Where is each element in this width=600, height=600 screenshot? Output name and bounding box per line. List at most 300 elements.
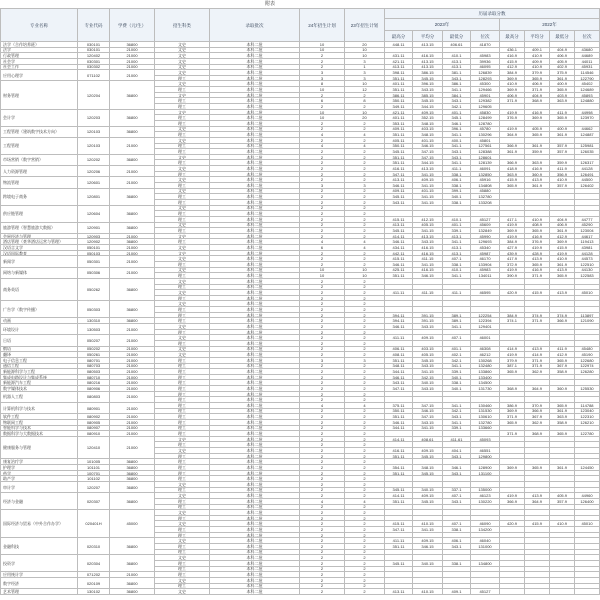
- plan-2023-cell: 20: [345, 42, 385, 48]
- score-2023-min-cell: 338.1: [443, 527, 471, 533]
- header-major: 专业名称: [0, 8, 78, 42]
- plan-2023-cell: 2: [345, 172, 385, 178]
- admission-batch-cell: 本科二批: [210, 561, 300, 567]
- score-2023-max-cell: 401.11: [385, 115, 413, 121]
- rank-2022-cell: 122680: [575, 358, 600, 364]
- score-2022-avg-cell: 368.9: [525, 98, 550, 104]
- score-2022-max-cell: 369.9: [500, 87, 525, 93]
- major-name: 社会学: [0, 59, 78, 65]
- plan-2024-cell: 2: [300, 121, 345, 127]
- rank-2023-cell: 46091: [471, 166, 500, 172]
- score-2022-max-cell: 419.9: [500, 352, 525, 358]
- plan-2024-cell: 2: [300, 251, 345, 257]
- score-2022-max-cell: 439.9: [500, 251, 525, 257]
- plan-2023-cell: 2: [345, 127, 385, 133]
- score-2023-avg-cell: 346.15: [413, 144, 443, 150]
- plan-2023-cell: 2: [345, 200, 385, 206]
- major-code: 050301: [78, 256, 110, 267]
- score-2023-avg-cell: 403.15: [413, 127, 443, 133]
- score-2023-avg-cell: 345.15: [413, 454, 443, 460]
- score-2022-min-cell: 363.9: [550, 98, 575, 104]
- header-2023-max: 最高分: [385, 31, 413, 42]
- score-2022-min-cell: 357.9: [550, 149, 575, 155]
- admission-batch-cell: 本科二批: [210, 578, 300, 584]
- admission-batch-cell: 本科二批: [210, 538, 300, 544]
- score-2023-avg-cell: 347.15: [413, 403, 443, 409]
- score-2023-min-cell: 406.1: [443, 538, 471, 544]
- rank-2023-cell: 129401: [471, 324, 500, 330]
- plan-2024-cell: 2: [300, 414, 345, 420]
- score-2022-min-cell: 412.9: [550, 352, 575, 358]
- rank-2023-cell: 130460: [471, 403, 500, 409]
- tuition-fee: 36800: [110, 81, 155, 109]
- score-2023-avg-cell: 340.15: [413, 488, 443, 494]
- rank-2022-cell: 44777: [575, 217, 600, 223]
- admission-batch-cell: 本科二批: [210, 397, 300, 403]
- admission-batch-cell: 本科二批: [210, 392, 300, 398]
- score-2023-avg-cell: 391.15: [413, 318, 443, 324]
- major-name: 国际经济与贸易（中外合作办学）: [0, 510, 78, 538]
- score-2022-max-cell: 410.9: [500, 81, 525, 87]
- rank-2023-cell: 45983: [471, 53, 500, 59]
- admission-batch-cell: 本科二批: [210, 296, 300, 302]
- major-name: 护理学: [0, 465, 78, 471]
- score-2022-min-cell: 365.9: [550, 358, 575, 364]
- rank-2023-cell: 132780: [471, 194, 500, 200]
- plan-2024-cell: 2: [300, 234, 345, 240]
- tuition-fee: 21000: [110, 324, 155, 335]
- score-2023-min-cell: 346.1: [443, 121, 471, 127]
- tuition-fee: 21000: [110, 403, 155, 414]
- score-2023-min-cell: 339.1: [443, 426, 471, 432]
- track-cell: 理工: [155, 567, 210, 573]
- score-2022-avg-cell: 371.9: [525, 358, 550, 364]
- rank-2023-cell: 45990: [471, 234, 500, 240]
- admission-batch-cell: 本科二批: [210, 166, 300, 172]
- tuition-fee: 21000: [110, 572, 155, 578]
- plan-2023-cell: 2: [345, 578, 385, 584]
- tuition-fee: 21000: [110, 420, 155, 426]
- plan-2023-cell: 2: [345, 177, 385, 183]
- major-name: 助产学: [0, 476, 78, 482]
- major-name: 跨境电子商务: [0, 189, 78, 206]
- admission-batch-cell: 本科二批: [210, 369, 300, 375]
- score-2023-min-cell: 338.1: [443, 561, 471, 567]
- admission-batch-cell: 本科二批: [210, 324, 300, 330]
- plan-2023-cell: 2: [345, 375, 385, 381]
- major-code: 020310: [78, 538, 110, 555]
- rank-2022-cell: 44128: [575, 251, 600, 257]
- admission-batch-cell: 本科二批: [210, 211, 300, 217]
- plan-2024-cell: 4: [300, 499, 345, 505]
- score-2023-max-cell: 344.11: [385, 369, 413, 375]
- major-name: 汉语国际教育: [0, 251, 78, 257]
- rank-2022-cell: 44960: [575, 493, 600, 499]
- major-name: 新能源汽车工程: [0, 380, 78, 386]
- major-name: 人力资源管理: [0, 166, 78, 177]
- plan-2024-cell: 2: [300, 307, 345, 313]
- major-code: 050207: [78, 335, 110, 346]
- score-2022-avg-cell: 359.9: [525, 149, 550, 155]
- plan-2024-cell: 6: [300, 98, 345, 104]
- admission-batch-cell: 本科二批: [210, 386, 300, 392]
- major-code: 120901: [78, 223, 110, 234]
- plan-2024-cell: 2: [300, 211, 345, 217]
- rank-2023-cell: 45780: [471, 127, 500, 133]
- rank-2022-cell: 122510: [575, 262, 600, 268]
- plan-2024-cell: 4: [300, 144, 345, 150]
- score-2023-max-cell: 346.11: [385, 262, 413, 268]
- score-2022-max-cell: 371.9: [500, 431, 525, 437]
- track-cell: 理工: [155, 584, 210, 590]
- score-2022-min-cell: 403.9: [550, 93, 575, 99]
- major-code: 071202: [78, 572, 110, 578]
- plan-2024-cell: 4: [300, 132, 345, 138]
- plan-2024-cell: 2: [300, 448, 345, 454]
- plan-2023-cell: 10: [345, 48, 385, 54]
- score-2023-min-cell: 338.1: [443, 380, 471, 386]
- plan-2023-cell: 3: [345, 183, 385, 189]
- plan-2024-cell: 6: [300, 245, 345, 251]
- track-cell: 文史: [155, 555, 210, 561]
- score-2023-avg-cell: 341.15: [413, 228, 443, 234]
- score-2022-max-cell: 387.1: [500, 364, 525, 370]
- plan-2024-cell: 2: [300, 454, 345, 460]
- track-cell: 理工: [155, 375, 210, 381]
- rank-2022-cell: 122974: [575, 364, 600, 370]
- track-cell: 理工: [155, 239, 210, 245]
- admission-batch-cell: 本科二批: [210, 228, 300, 234]
- rank-2022-cell: 44573: [575, 256, 600, 262]
- rank-2023-cell: 133860: [471, 369, 500, 375]
- track-cell: 理工: [155, 465, 210, 471]
- plan-2024-cell: 2: [300, 65, 345, 71]
- tuition-fee: 21000: [110, 166, 155, 177]
- rank-2023-cell: 134800: [471, 561, 500, 567]
- track-cell: 理工: [155, 144, 210, 150]
- plan-2024-cell: 2: [300, 364, 345, 370]
- score-2023-max-cell: 350.11: [385, 144, 413, 150]
- plan-2024-cell: 2: [300, 296, 345, 302]
- score-2023-min-cell: 341.1: [443, 420, 471, 426]
- score-2023-max-cell: 347.11: [385, 172, 413, 178]
- score-2022-avg-cell: 371.9: [525, 318, 550, 324]
- major-name: 法学（合作培养班）: [0, 42, 78, 48]
- plan-2023-cell: 2: [345, 217, 385, 223]
- tuition-fee: 36800: [110, 538, 155, 555]
- rank-2023-cell: 130220: [471, 499, 500, 505]
- admission-batch-cell: 本科二批: [210, 172, 300, 178]
- major-code: 030302: [78, 65, 110, 71]
- score-2022-max-cell: 366.9: [500, 144, 525, 150]
- plan-2023-cell: 2: [345, 290, 385, 296]
- score-2023-max-cell: 351.11: [385, 273, 413, 279]
- plan-2024-cell: 2: [300, 442, 345, 448]
- score-2022-avg-cell: 371.9: [525, 87, 550, 93]
- plan-2024-cell: 2: [300, 493, 345, 499]
- plan-2024-cell: 2: [300, 335, 345, 341]
- major-code: 080503: [78, 369, 110, 375]
- score-2023-max-cell: 411.11: [385, 290, 413, 296]
- plan-2023-cell: 2: [345, 589, 385, 595]
- track-cell: 理工: [155, 149, 210, 155]
- track-cell: 理工: [155, 364, 210, 370]
- tuition-fee: 36800: [110, 127, 155, 138]
- plan-2024-cell: 2: [300, 459, 345, 465]
- admission-batch-cell: 本科二批: [210, 234, 300, 240]
- score-2023-avg-cell: 341.15: [413, 262, 443, 268]
- tuition-fee: 36800: [110, 318, 155, 324]
- plan-2024-cell: 2: [300, 488, 345, 494]
- track-cell: 文史: [155, 347, 210, 353]
- score-2022-avg-cell: 371.9: [525, 273, 550, 279]
- track-cell: 文史: [155, 352, 210, 358]
- score-2022-avg-cell: 365.9: [525, 465, 550, 471]
- plan-2024-cell: 2: [300, 426, 345, 432]
- score-2022-avg-cell: 362.9: [525, 420, 550, 426]
- major-name: 工程管理（建筑数字技术方向）: [0, 127, 78, 138]
- tuition-fee: 36800: [110, 239, 155, 245]
- admission-batch-cell: 本科二批: [210, 160, 300, 166]
- plan-2023-cell: 2: [345, 555, 385, 561]
- score-2022-max-cell: 363.9: [500, 172, 525, 178]
- header-batch: 录取批次: [210, 8, 300, 42]
- score-2023-max-cell: 343.11: [385, 200, 413, 206]
- major-code: 100701: [78, 471, 110, 477]
- score-2022-avg-cell: 361.9: [525, 144, 550, 150]
- rank-2023-cell: 45127: [471, 217, 500, 223]
- rank-2022-cell: 45893: [575, 93, 600, 99]
- score-2022-min-cell: 367.9: [550, 364, 575, 370]
- score-2023-avg-cell: 343.15: [413, 364, 443, 370]
- score-2022-min-cell: 357.9: [550, 183, 575, 189]
- score-2022-min-cell: 374.9: [550, 313, 575, 319]
- score-2022-avg-cell: 364.9: [525, 386, 550, 392]
- score-2022-min-cell: 361.9: [550, 465, 575, 471]
- score-2023-avg-cell: 401.15: [413, 138, 443, 144]
- score-2023-min-cell: 400.1: [443, 138, 471, 144]
- plan-2024-cell: 2: [300, 476, 345, 482]
- rank-2023-cell: 122394: [471, 318, 500, 324]
- tuition-fee: 36800: [110, 279, 155, 302]
- major-code: 101102: [78, 476, 110, 482]
- score-2023-min-cell: 341.1: [443, 132, 471, 138]
- plan-2023-cell: 2: [345, 228, 385, 234]
- track-cell: 文史: [155, 290, 210, 296]
- score-2022-max-cell: 419.9: [500, 127, 525, 133]
- plan-2023-cell: 2: [345, 380, 385, 386]
- track-cell: 文史: [155, 189, 210, 195]
- score-2023-max-cell: 351.11: [385, 544, 413, 550]
- score-2023-max-cell: 415.11: [385, 256, 413, 262]
- plan-2024-cell: 2: [300, 256, 345, 262]
- plan-2023-cell: 2: [345, 194, 385, 200]
- admission-batch-cell: 本科二批: [210, 550, 300, 556]
- score-2023-max-cell: 416.11: [385, 166, 413, 172]
- plan-2024-cell: 2: [300, 155, 345, 161]
- score-2022-max-cell: 412.9: [500, 65, 525, 71]
- plan-2024-cell: 2: [300, 189, 345, 195]
- score-2023-avg-cell: 341.15: [413, 194, 443, 200]
- score-2022-avg-cell: 365.9: [525, 76, 550, 82]
- plan-2023-cell: 10: [345, 53, 385, 59]
- plan-2024-cell: 10: [300, 42, 345, 48]
- admission-batch-cell: 本科二批: [210, 48, 300, 54]
- rank-2023-cell: 45983: [471, 268, 500, 274]
- score-2022-min-cell: 358.9: [550, 369, 575, 375]
- plan-2024-cell: 2: [300, 228, 345, 234]
- rank-2023-cell: 45987: [471, 251, 500, 257]
- score-2023-max-cell: 394.11: [385, 313, 413, 319]
- admission-batch-cell: 本科二批: [210, 567, 300, 573]
- score-2023-min-cell: 413.1: [443, 234, 471, 240]
- score-2022-avg-cell: 416.9: [525, 110, 550, 116]
- header-fee: 学费（元/生）: [110, 8, 155, 42]
- plan-2023-cell: 3: [345, 59, 385, 65]
- score-2023-min-cell: 406.61: [443, 42, 471, 48]
- score-2022-max-cell: 361.9: [500, 149, 525, 155]
- score-2022-min-cell: 405.9: [550, 493, 575, 499]
- admission-batch-cell: 本科二批: [210, 76, 300, 82]
- plan-2024-cell: 2: [300, 206, 345, 212]
- score-2023-avg-cell: 410.15: [413, 589, 443, 595]
- rank-2023-cell: 130268: [471, 358, 500, 364]
- admission-batch-cell: 本科二批: [210, 115, 300, 121]
- score-2023-max-cell: 442.11: [385, 251, 413, 257]
- score-2023-max-cell: 421.11: [385, 110, 413, 116]
- admission-batch-cell: 本科二批: [210, 42, 300, 48]
- score-2022-avg-cell: 404.9: [525, 93, 550, 99]
- plan-2023-cell: 2: [345, 442, 385, 448]
- plan-2024-cell: 3: [300, 358, 345, 364]
- rank-2022-cell: 45010: [575, 521, 600, 527]
- plan-2024-cell: 2: [300, 471, 345, 477]
- rank-2023-cell: 128900: [471, 465, 500, 471]
- score-2023-min-cell: 340.1: [443, 375, 471, 381]
- score-2023-min-cell: 401.1: [443, 223, 471, 229]
- score-2022-min-cell: 410.9: [550, 256, 575, 262]
- score-2023-min-cell: 407.1: [443, 335, 471, 341]
- major-name: 广告学（数字传播）: [0, 301, 78, 318]
- admission-batch-cell: 本科二批: [210, 471, 300, 477]
- plan-2024-cell: 4: [300, 239, 345, 245]
- rank-2023-cell: 128139: [471, 160, 500, 166]
- score-2023-max-cell: 415.11: [385, 521, 413, 527]
- score-2022-avg-cell: 364.9: [525, 499, 550, 505]
- admission-batch-cell: 本科二批: [210, 403, 300, 409]
- score-2022-min-cell: 406.9: [550, 53, 575, 59]
- admission-batch-cell: 本科二批: [210, 476, 300, 482]
- rank-2023-cell: 128388: [471, 149, 500, 155]
- major-name: 计算机科学与技术: [0, 403, 78, 414]
- score-2023-avg-cell: 343.15: [413, 386, 443, 392]
- major-code: 120801: [78, 189, 110, 206]
- plan-2023-cell: 2: [345, 505, 385, 511]
- score-2022-max-cell: 366.9: [500, 499, 525, 505]
- score-2023-min-cell: 343.1: [443, 454, 471, 460]
- score-2022-min-cell: 356.9: [550, 172, 575, 178]
- rank-2022-cell: 114788: [575, 403, 600, 409]
- rank-2022-cell: 44011: [575, 59, 600, 65]
- admission-batch-cell: 本科二批: [210, 555, 300, 561]
- major-code: 050303: [78, 301, 110, 318]
- rank-2023-cell: 45801: [471, 138, 500, 144]
- header-scores: 历届录取分数: [385, 8, 600, 19]
- score-2023-min-cell: 386.1: [443, 81, 471, 87]
- score-2023-avg-cell: 345.15: [413, 499, 443, 505]
- major-name: 通信工程: [0, 364, 78, 370]
- plan-2024-cell: 2: [300, 341, 345, 347]
- track-cell: 理工: [155, 409, 210, 415]
- plan-2023-cell: 2: [345, 397, 385, 403]
- major-code: 020109: [78, 578, 110, 589]
- score-2023-min-cell: 343.1: [443, 155, 471, 161]
- track-cell: 理工: [155, 459, 210, 465]
- header-plan-2024: 24年招生计划: [300, 8, 345, 42]
- score-2022-min-cell: 361.9: [550, 262, 575, 268]
- plan-2023-cell: 2: [345, 516, 385, 522]
- track-cell: 理工: [155, 296, 210, 302]
- score-2023-min-cell: 413.1: [443, 65, 471, 71]
- plan-2024-cell: 2: [300, 369, 345, 375]
- plan-2024-cell: 2: [300, 160, 345, 166]
- plan-2024-cell: 2: [300, 127, 345, 133]
- tuition-fee: 21000: [110, 59, 155, 65]
- score-2023-max-cell: 345.11: [385, 194, 413, 200]
- score-2023-max-cell: 346.11: [385, 183, 413, 189]
- header-2022-min: 最低分: [550, 31, 575, 42]
- score-2023-min-cell: 343.1: [443, 98, 471, 104]
- major-name: 健康服务与管理: [0, 437, 78, 460]
- rank-2022-cell: [575, 589, 600, 595]
- plan-2023-cell: 2: [345, 386, 385, 392]
- score-2023-avg-cell: 410.15: [413, 521, 443, 527]
- plan-2024-cell: 2: [300, 223, 345, 229]
- tuition-fee: 36800: [110, 206, 155, 223]
- header-track: 招生科类: [155, 8, 210, 42]
- tuition-fee: 36800: [110, 589, 155, 595]
- admission-batch-cell: 本科二批: [210, 414, 300, 420]
- plan-2024-cell: 2: [300, 59, 345, 65]
- track-cell: 理工: [155, 104, 210, 110]
- track-cell: 理工: [155, 550, 210, 556]
- score-2022-min-cell: 410.9: [550, 521, 575, 527]
- score-2023-min-cell: 384.1: [443, 93, 471, 99]
- score-2023-max-cell: 345.11: [385, 488, 413, 494]
- major-name: 汉语言文学: [0, 245, 78, 251]
- rank-2022-cell: 121090: [575, 318, 600, 324]
- plan-2023-cell: 1: [345, 65, 385, 71]
- plan-2023-cell: 2: [345, 488, 385, 494]
- admission-batch-cell: 本科二批: [210, 93, 300, 99]
- track-cell: 文史: [155, 127, 210, 133]
- track-cell: 文史: [155, 206, 210, 212]
- score-2023-min-cell: 338.1: [443, 262, 471, 268]
- score-2023-avg-cell: 345.15: [413, 471, 443, 477]
- plan-2024-cell: 2: [300, 375, 345, 381]
- rank-2022-cell: 122780: [575, 431, 600, 437]
- track-cell: 理工: [155, 115, 210, 121]
- rank-2023-cell: 133904: [471, 262, 500, 268]
- score-2022-min-cell: 361.9: [550, 76, 575, 82]
- score-2022-max-cell: 415.9: [500, 177, 525, 183]
- score-2022-max-cell: 366.9: [500, 160, 525, 166]
- rank-2023-cell: 131000: [471, 544, 500, 550]
- score-2023-avg-cell: 416.15: [413, 245, 443, 251]
- score-2023-max-cell: 416.11: [385, 448, 413, 454]
- score-2022-max-cell: 417.1: [500, 217, 525, 223]
- plan-2023-cell: 2: [345, 572, 385, 578]
